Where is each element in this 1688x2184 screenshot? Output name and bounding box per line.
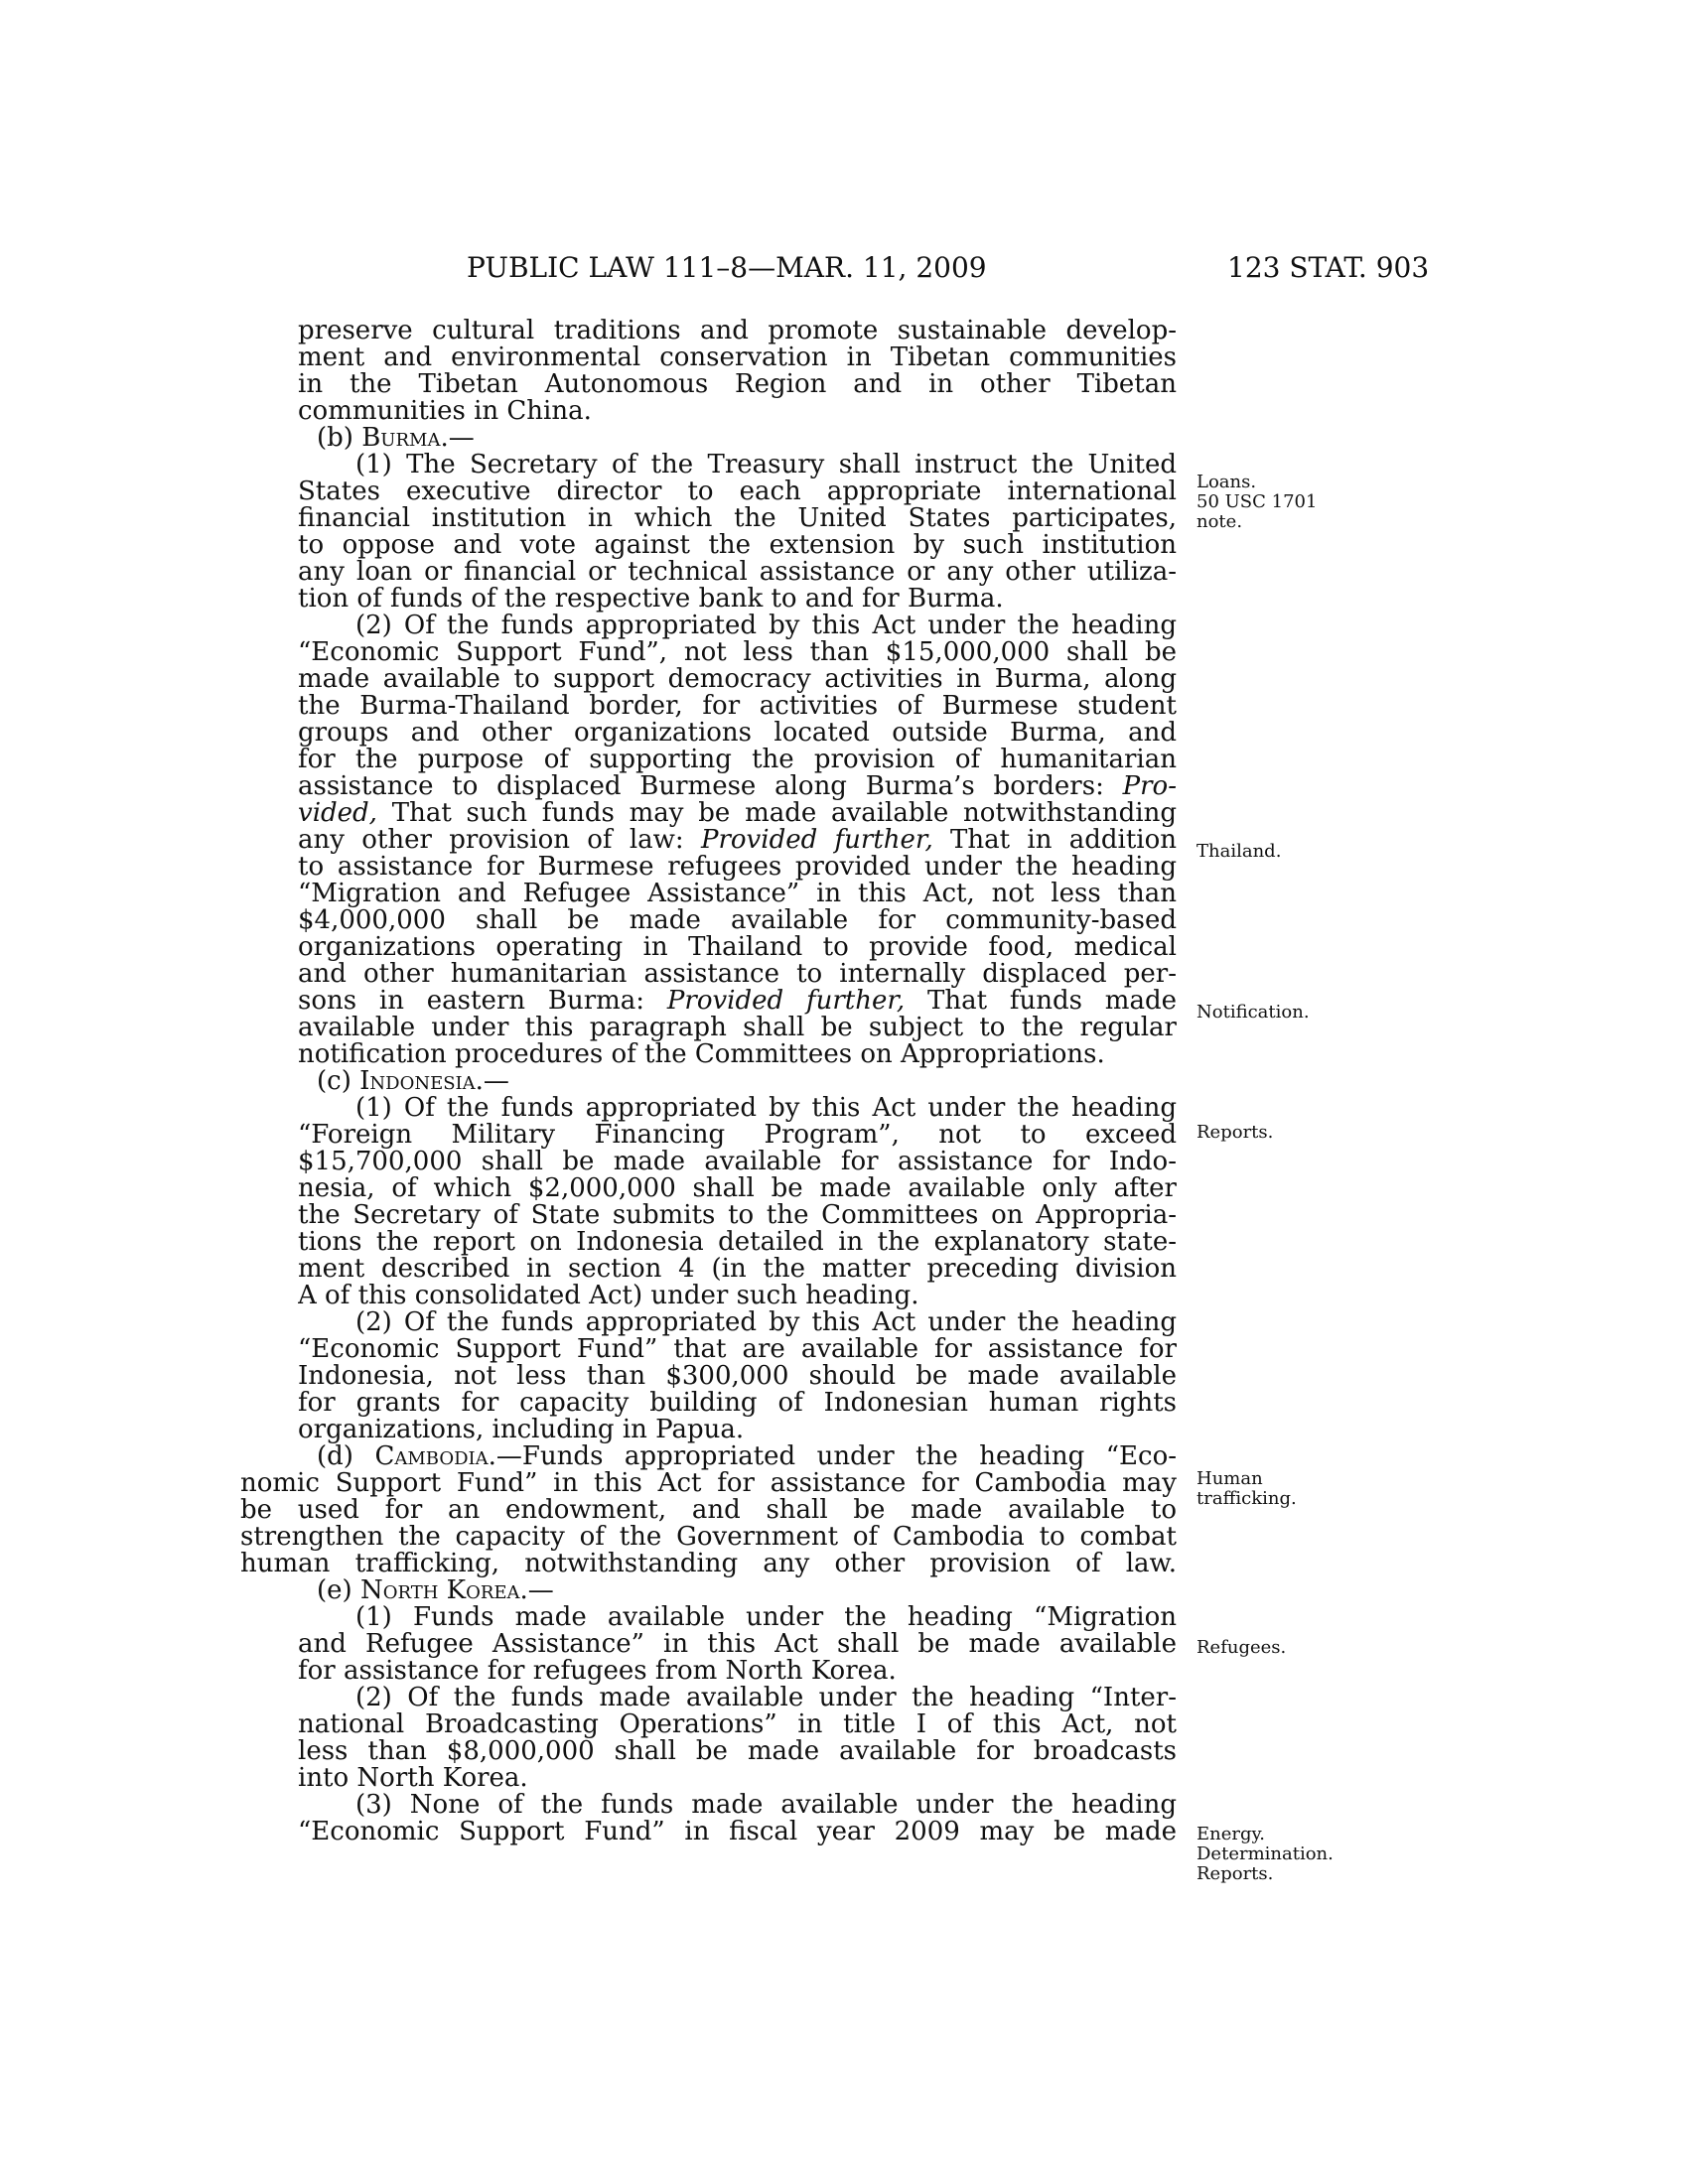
- text-line: available under this paragraph shall be subject to the regular: [298, 1015, 1177, 1041]
- paragraph-indonesia-2: [298, 1309, 1177, 1443]
- text-line: national Broadcasting Operations” in title I of this Act, not: [298, 1711, 1177, 1738]
- text-line: $15,700,000 shall be made available for assistance for Indo-: [298, 1149, 1177, 1175]
- text-line: tion of funds of the respective bank to and for Burma.: [298, 586, 1004, 613]
- text-line: organizations, including in Papua.: [298, 1417, 745, 1443]
- margin-note-line: note.: [1196, 511, 1243, 532]
- text-line: and other humanitarian assistance to internally displaced per-: [298, 961, 1177, 988]
- text-line: (1) Funds made available under the heading “Migration: [355, 1604, 1177, 1631]
- text-line-with-italic: vided, That such funds may be made available notwithstanding: [298, 800, 1177, 827]
- text-line: made available to support democracy activities in Burma, along: [298, 666, 1177, 693]
- text-line-with-italic: sons in eastern Burma: Provided further, That funds made: [298, 988, 1177, 1015]
- text-line: nesia, of which $2,000,000 shall be made available only after: [298, 1175, 1177, 1202]
- margin-note-line: Thailand.: [1196, 841, 1282, 862]
- heading-dash: .—: [519, 1577, 554, 1604]
- subsection-heading-north-korea: [298, 1577, 1177, 1604]
- text-line: (1) Of the funds appropriated by this Act under the heading: [355, 1095, 1177, 1122]
- text-line: any loan or financial or technical assistance or any other utiliza-: [298, 559, 1177, 586]
- subsection-title: Cambodia: [374, 1443, 489, 1470]
- margin-note-reports: [1196, 1123, 1273, 1143]
- text-line: tions the report on Indonesia detailed in the explanatory state-: [298, 1229, 1177, 1256]
- text-line: to assistance for Burmese refugees provided under the heading: [298, 854, 1177, 881]
- margin-note-notification: [1196, 1003, 1310, 1023]
- text-line: “Economic Support Fund”, not less than $15,000,000 shall be: [298, 639, 1177, 666]
- subsection-heading-indonesia: [298, 1068, 1177, 1095]
- margin-note-line: Loans.: [1196, 472, 1257, 492]
- text-line: for grants for capacity building of Indonesian human rights: [298, 1390, 1177, 1417]
- italic-phrase: Provided further,: [666, 988, 906, 1015]
- text-line: groups and other organizations located outside Burma, and: [298, 720, 1177, 747]
- text-line: (1) The Secretary of the Treasury shall instruct the United: [355, 452, 1177, 478]
- text-line: notification procedures of the Committees on Appropriations.: [298, 1041, 1105, 1068]
- text-line: ment described in section 4 (in the matter preceding division: [298, 1256, 1177, 1283]
- heading-dash: .—: [488, 1443, 522, 1470]
- text-line: strengthen the capacity of the Government of Cambodia to combat: [240, 1524, 1177, 1551]
- text-line: to oppose and vote against the extension by such institution: [298, 532, 1177, 559]
- text-line: ment and environmental conservation in Tibetan communities: [298, 344, 1177, 371]
- text-line: “Foreign Military Financing Program”, not to exceed: [298, 1122, 1177, 1149]
- subsection-title: North Korea: [359, 1577, 520, 1604]
- paragraph-north-korea-2: [298, 1685, 1177, 1792]
- margin-note-energy: [1196, 1825, 1334, 1884]
- text-line: be used for an endowment, and shall be made available to: [240, 1497, 1177, 1524]
- paragraph-north-korea-3: [298, 1792, 1177, 1845]
- text-line: A of this consolidated Act) under such heading.: [298, 1283, 919, 1309]
- text-line: for assistance for refugees from North Korea.: [298, 1658, 897, 1685]
- text-line: (2) Of the funds made available under the heading “Inter-: [355, 1685, 1177, 1711]
- text-line: less than $8,000,000 shall be made available for broadcasts: [298, 1738, 1177, 1765]
- margin-note-thailand: [1196, 842, 1281, 862]
- italic-phrase: Pro-: [1122, 773, 1177, 800]
- text-line: the Secretary of State submits to the Committees on Appropria-: [298, 1202, 1177, 1229]
- text-line: in the Tibetan Autonomous Region and in other Tibetan: [298, 371, 1177, 398]
- paragraph-north-korea-1: [298, 1604, 1177, 1685]
- margin-note-line: Energy.: [1196, 1824, 1266, 1844]
- body-text: [240, 318, 1177, 1845]
- subsection-number: (c): [317, 1068, 352, 1095]
- text-line: into North Korea.: [298, 1765, 528, 1792]
- text-line: “Migration and Refugee Assistance” in this Act, not less than: [298, 881, 1177, 907]
- text-line: States executive director to each appropriate international: [298, 478, 1177, 505]
- text-line: (2) Of the funds appropriated by this Act under the heading: [355, 1309, 1177, 1336]
- margin-note-line: Reports.: [1196, 1122, 1274, 1143]
- running-header-page-ref: 123 STAT. 903: [1227, 251, 1430, 284]
- subsection-title: Burma: [361, 425, 441, 452]
- subsection-number: (d): [317, 1443, 353, 1470]
- paragraph-burma-2: [298, 613, 1177, 1068]
- text-line: (3) None of the funds made available under the heading: [355, 1792, 1177, 1819]
- text-line-with-heading: [298, 1443, 1177, 1470]
- text-line: and Refugee Assistance” in this Act shall be made available: [298, 1631, 1177, 1658]
- margin-note-line: Human: [1196, 1468, 1263, 1489]
- text-line: communities in China.: [298, 398, 592, 425]
- margin-note-line: Reports.: [1196, 1863, 1274, 1884]
- subsection-number: (e): [317, 1577, 352, 1604]
- heading-dash: .—: [440, 425, 475, 452]
- subsection-heading-burma: [298, 425, 1177, 452]
- text-line: financial institution in which the United States participates,: [298, 505, 1177, 532]
- margin-note-human-trafficking: [1196, 1469, 1297, 1509]
- paragraph-burma-1: [298, 452, 1177, 613]
- heading-dash: .—: [475, 1068, 509, 1095]
- text-line: for the purpose of supporting the provision of humanitarian: [298, 747, 1177, 773]
- text-line: nomic Support Fund” in this Act for assistance for Cambodia may: [240, 1470, 1177, 1497]
- text-line: $4,000,000 shall be made available for community-based: [298, 907, 1177, 934]
- text-line: the Burma-Thailand border, for activities of Burmese student: [298, 693, 1177, 720]
- text-line-with-italic: assistance to displaced Burmese along Burma’s borders: Pro-: [298, 773, 1177, 800]
- italic-phrase: Provided further,: [700, 827, 933, 854]
- margin-note-loans: [1196, 473, 1317, 532]
- margin-note-line: trafficking.: [1196, 1488, 1297, 1509]
- margin-note-line: Determination.: [1196, 1843, 1334, 1864]
- italic-phrase: vided,: [298, 800, 377, 827]
- text-line-with-italic: any other provision of law: Provided further, That in addition: [298, 827, 1177, 854]
- margin-note-line: 50 USC 1701: [1196, 491, 1318, 512]
- text-line: Indonesia, not less than $300,000 should be made available: [298, 1363, 1177, 1390]
- text-line: organizations operating in Thailand to provide food, medical: [298, 934, 1177, 961]
- margin-note-refugees: [1196, 1638, 1286, 1658]
- text-line: (2) Of the funds appropriated by this Act under the heading: [355, 613, 1177, 639]
- text-run: Funds appropriated under the heading “Eco-: [521, 1443, 1177, 1470]
- paragraph-tibet-continuation: [298, 318, 1177, 425]
- running-header-title: PUBLIC LAW 111–8—MAR. 11, 2009: [467, 251, 987, 284]
- subsection-number: (b): [317, 425, 353, 452]
- text-line: “Economic Support Fund” in fiscal year 2009 may be made: [298, 1819, 1177, 1845]
- margin-note-line: Refugees.: [1196, 1637, 1287, 1658]
- paragraph-indonesia-1: [298, 1095, 1177, 1309]
- subsection-title: Indonesia: [359, 1068, 476, 1095]
- text-line: “Economic Support Fund” that are available for assistance for: [298, 1336, 1177, 1363]
- text-line: human trafficking, notwithstanding any other provision of law.: [240, 1551, 1177, 1577]
- text-line: preserve cultural traditions and promote sustainable develop-: [298, 318, 1177, 344]
- margin-note-line: Notification.: [1196, 1002, 1310, 1023]
- subsection-cambodia: [240, 1443, 1177, 1577]
